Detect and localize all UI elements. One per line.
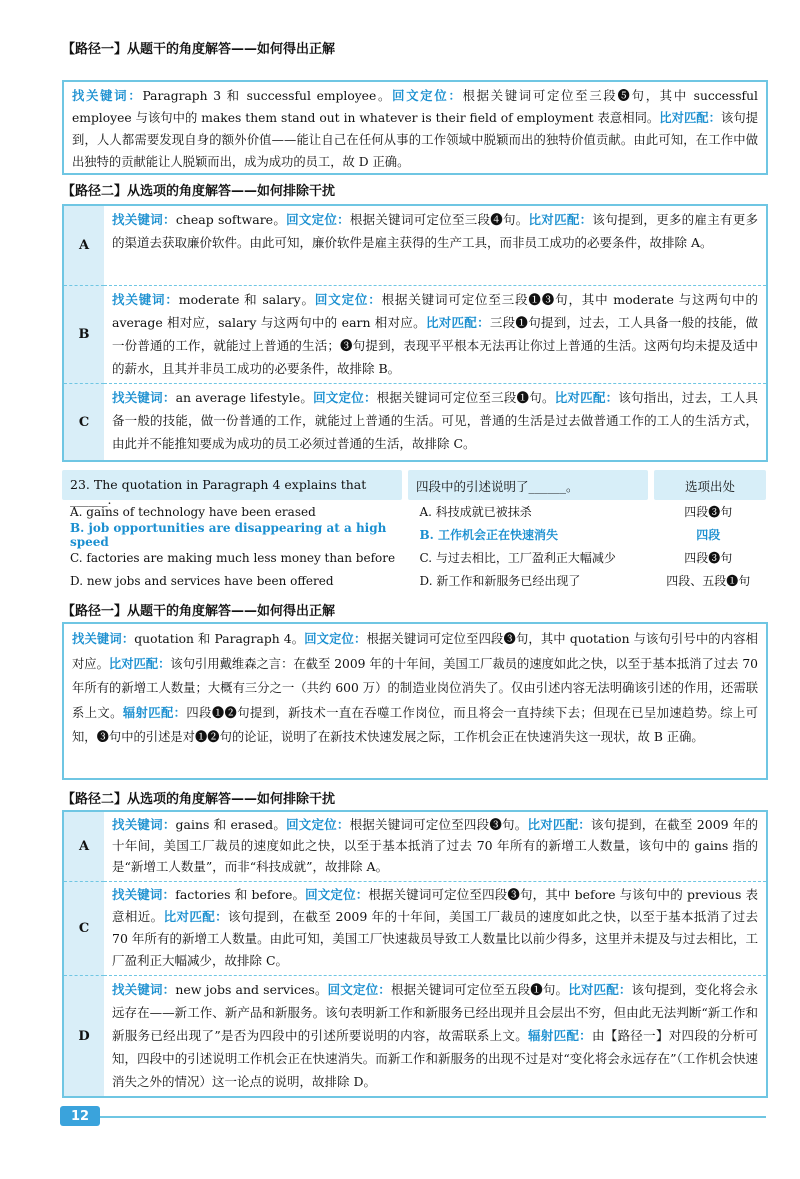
option-row-b: [104, 285, 766, 383]
section-title-path2: 【路径二】从选项的角度解答——如何排除干扰: [62, 184, 336, 199]
seg-body: gains 和 erased。: [175, 817, 287, 832]
content-column: [104, 206, 766, 460]
options-list: [62, 500, 768, 592]
row-letter: C: [64, 881, 104, 975]
seg-body: 四段❶❷句提到，新技术一直在吞噬工作岗位，而且将会一直持续下去；但现在已呈加速趋势。综上可知，❸句中的引述是对❶❷句的论证，说明了在新技术快速发展之际，工作机会正在快速消失这一现状，故 B 正确。: [72, 705, 758, 744]
seg-tag: 回文定位：: [286, 212, 350, 227]
seg-body: 该句提到，更多的雇主有更多的渠道去获取廉价软件。由此可知，廉价软件是雇主获得的生产工具，而非员工成功的必要条件，故排除 A。: [112, 212, 758, 250]
seg-tag: 比对匹配：: [554, 390, 619, 405]
option-cn: A. 科技成就已被抹杀: [419, 505, 532, 519]
seg-body: 根据关键词可定位至三段❶❸句，其中 moderate 与这两句中的 average 相对应，salary 与这两句中的 earn 相对应。: [112, 292, 758, 330]
seg-tag: 回文定位：: [305, 887, 369, 902]
content-column: [104, 812, 766, 1096]
row-letter: A: [78, 839, 90, 854]
seg-tag: 找关键词：: [112, 982, 176, 997]
row-letter: A: [78, 238, 90, 253]
seg-body: 该句提到，变化将会永远存在——新工作、新产品和新服务。该句表明新工作和新服务已经出现并且会层出不穷，但由此无法判断“新工作和新服务已经出现了”是否为四段中的引述所要说明的内容，故需联系上文。: [112, 982, 758, 1043]
path2-q23-table: [62, 810, 768, 1098]
seg-body: quotation 和 Paragraph 4。: [134, 632, 305, 646]
seg-tag: 比对匹配：: [568, 982, 632, 997]
seg-tag: 找关键词：: [112, 887, 176, 902]
section-title-path2-q23: 【路径二】从选项的角度解答——如何排除干扰: [62, 792, 336, 807]
option-cn: C. 与过去相比，工厂盈利正大幅减少: [419, 551, 616, 565]
footer-rule: [60, 1116, 766, 1118]
seg-tag: 比对匹配：: [659, 111, 721, 125]
page-number: 12: [60, 1106, 100, 1126]
option-row-a: [104, 812, 766, 881]
row-letter: D: [64, 975, 104, 1096]
seg-body: 三段❶句提到，过去，工人具备一般的技能，做一份普通的工作，就能过上普通的生活；❸句提到，表现平平根本无法再让你过上普通的生活。这两句均未提及适中的薪水，且其并非员工成功的必要条件，故排除 B。: [112, 315, 758, 376]
seg-tag: 比对匹配：: [163, 909, 229, 924]
option-cn: B. 工作机会正在快速消失: [419, 528, 559, 542]
seg-body: 该句指出，过去，工人具备一般的技能，做一份普通的工作，就能过上普通的生活。可见，普通的生活是过去做普通工作的工人的生活方式，由此并不能推知要成为成功的员工必须过普通的生活，故排除 C。: [112, 390, 758, 451]
section-title-path1-q23: 【路径一】从题干的角度解答——如何得出正解: [62, 604, 336, 619]
seg-body: factories 和 before。: [175, 887, 306, 902]
seg-body: new jobs and services。: [175, 982, 328, 997]
option-cn: D. 新工作和新服务已经出现了: [419, 574, 581, 588]
seg-body: 该句提到，人人都需要发现自身的额外价值——能让自己在任何从事的工作领域中脱颖而出的独特价值贡献。由此可知，在工作中做出独特的贡献能让人脱颖而出，成为成功的员工，故 D 正确。: [72, 111, 758, 169]
option-en: B. job opportunities are disappearing at a high speed: [70, 520, 387, 549]
source-header: 选项出处: [654, 470, 766, 500]
seg-body: an average lifestyle。: [175, 390, 314, 405]
row-letter: B: [64, 285, 104, 383]
seg-tag: 比对匹配：: [108, 656, 171, 671]
option-source: 四段❸句: [684, 505, 733, 519]
seg-tag: 比对匹配：: [425, 315, 490, 330]
option-en: D. new jobs and services have been offered: [70, 573, 334, 588]
question-header: [62, 470, 768, 507]
option-source: 四段❸句: [684, 551, 733, 565]
seg-body: 根据关键词可定位至三段❶句。: [376, 390, 555, 405]
seg-tag: 回文定位：: [314, 292, 382, 307]
section-title-path1: 【路径一】从题干的角度解答——如何得出正解: [62, 42, 336, 57]
option-en: C. factories are making much less money than before: [70, 550, 396, 565]
seg-tag: 辐射匹配：: [122, 705, 187, 720]
option-source: 四段: [696, 528, 721, 542]
path1-q23-box: [62, 622, 768, 780]
option-en: A. gains of technology have been erased: [70, 504, 316, 519]
seg-tag: 回文定位：: [313, 390, 377, 405]
option-row-c: [104, 881, 766, 975]
option-d: [62, 569, 768, 592]
seg-body: moderate 和 salary。: [178, 292, 315, 307]
seg-tag: 找关键词：: [112, 212, 176, 227]
seg-body: cheap software。: [175, 212, 287, 227]
seg-tag: 找关键词：: [112, 292, 179, 307]
question-stem-cn: 四段中的引述说明了______。: [408, 470, 648, 500]
option-c: [62, 546, 768, 569]
seg-body: 该句提到，在截至 2009 年的十年间，美国工厂裁员的速度如此之快，以至于基本抵消了过去 70 年所有的新增工人数量。由此可知，美国工厂快速裁员导致工人数量比以前少得多，这里并未提及与过去相比，工厂盈利正大幅减少，故排除 C。: [112, 909, 758, 968]
seg-tag: 回文定位：: [304, 632, 367, 646]
option-source: 四段、五段❶句: [666, 574, 751, 588]
letter-column: [64, 812, 104, 1096]
letter-column: [64, 206, 104, 460]
seg-tag: 找关键词：: [112, 817, 176, 832]
seg-tag: 回文定位：: [327, 982, 391, 997]
seg-body: 由【路径一】对四段的分析可知，四段中的引述说明工作机会正在快速消失。而新工作和新服务的出现不过是对“变化将会永远存在”（工作机会快速消失之外的情况）这一论点的说明，故排除 D。: [112, 1028, 758, 1089]
seg-body: 根据关键词可定位至三段❹句。: [349, 212, 529, 227]
seg-body: 根据关键词可定位至四段❸句，其中 before 与该句中的 previous 表意相近。: [112, 887, 758, 924]
seg-tag: 找关键词：: [112, 390, 176, 405]
option-row-c: [104, 383, 766, 460]
seg-body: Paragraph 3 和 successful employee。: [142, 89, 393, 103]
row-letter: C: [64, 383, 104, 460]
path1-box: [62, 80, 768, 175]
seg-tag: 比对匹配：: [527, 817, 591, 832]
option-row-d: [104, 975, 766, 1096]
option-row-a: [104, 206, 766, 285]
seg-tag: 找关键词：: [72, 89, 143, 103]
seg-body: 根据关键词可定位至四段❸句，其中 quotation 与该句引号中的内容相对应。: [72, 632, 758, 671]
question-stem-en: 23. The quotation in Paragraph 4 explains that ______.: [62, 470, 402, 500]
seg-body: 根据关键词可定位至三段❺句，其中 successful employee 与该句中的 makes them stand out in whatever is their field of employment 表意相同。: [72, 89, 758, 125]
seg-body: 该句引用戴维森之言：在截至 2009 年的十年间，美国工厂裁员的速度如此之快，以至于基本抵消了过去 70 年所有的新增工人数量；大概有三分之一（共约 600 万）的制造业岗位消失了。仅由引述内容无法明确该引述的作用，还需联系上文。: [72, 656, 758, 720]
seg-tag: 回文定位：: [392, 89, 463, 103]
seg-tag: 回文定位：: [286, 817, 350, 832]
seg-tag: 找关键词：: [72, 632, 135, 646]
seg-body: 根据关键词可定位至四段❸句。: [349, 817, 528, 832]
seg-tag: 比对匹配：: [528, 212, 593, 227]
path2-table: [62, 204, 768, 462]
seg-tag: 辐射匹配：: [528, 1028, 592, 1043]
seg-body: 根据关键词可定位至五段❶句。: [390, 982, 569, 997]
seg-body: 该句提到，在截至 2009 年的十年间，美国工厂裁员的速度如此之快，以至于基本抵消了过去 70 年所有的新增工人数量，该句中的 gains 指的是“新增工人数量”，而非“科技成就”，故排除 A。: [112, 817, 758, 874]
option-b-correct: [62, 520, 768, 549]
